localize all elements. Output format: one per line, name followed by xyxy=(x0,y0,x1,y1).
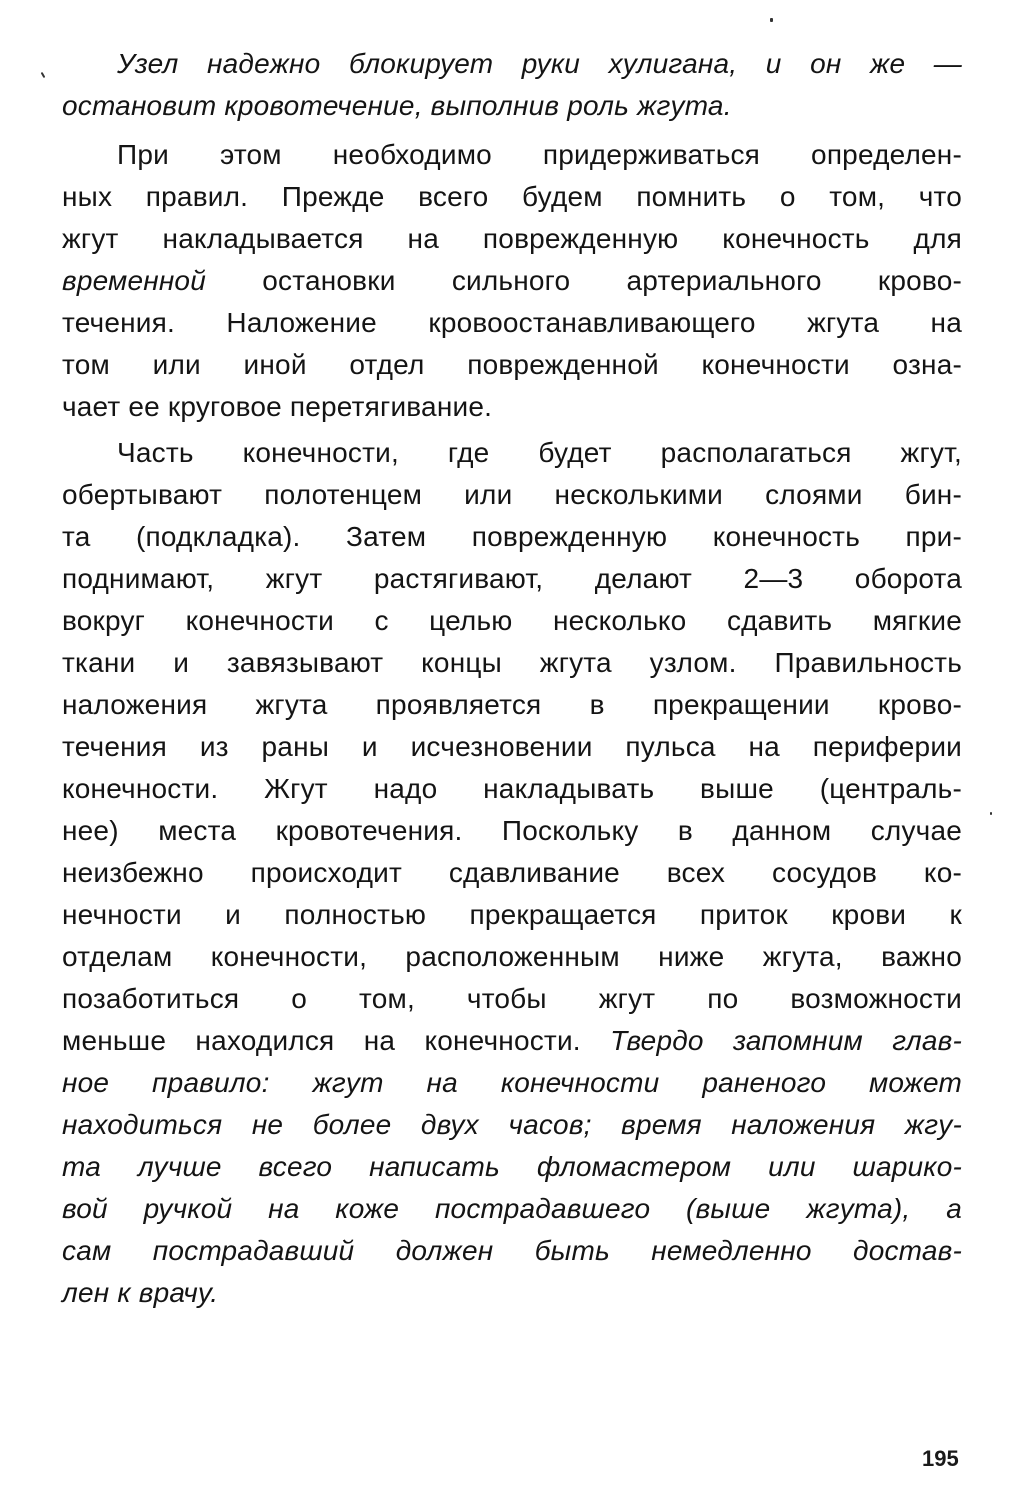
text-line: ткани и завязывают концы жгута узлом. Правильность xyxy=(62,647,962,678)
text-line: неизбежно происходит сдавливание всех сосудов ко- xyxy=(62,857,962,888)
text-line: течения из раны и исчезновении пульса на периферии xyxy=(62,731,962,762)
text-span: меньше находился на конечности. xyxy=(62,1025,611,1056)
text-line: наложения жгута проявляется в прекращении крово- xyxy=(62,689,962,720)
text-line: Часть конечности, где будет располагаться жгут, xyxy=(117,437,962,468)
page-number: 195 xyxy=(922,1446,959,1471)
text-line: остановит кровотечение, выполнив роль жгута. xyxy=(62,90,732,121)
text-line: вой ручкой на коже пострадавшего (выше жгута), а xyxy=(62,1193,962,1224)
text-line: вокруг конечности с целью несколько сдавить мягкие xyxy=(62,605,962,636)
scan-speck xyxy=(41,72,46,78)
text-line: находиться не более двух часов; время наложения жгу- xyxy=(62,1109,962,1140)
text-line: та лучше всего написать фломастером или шарико- xyxy=(62,1151,962,1182)
text-line: том или иной отдел поврежденной конечности озна- xyxy=(62,349,962,380)
text-line: конечности. Жгут надо накладывать выше (централь- xyxy=(62,773,962,804)
text-line: Узел надежно блокирует руки хулигана, и он же — xyxy=(117,48,962,79)
text-line: сам пострадавший должен быть немедленно достав- xyxy=(62,1235,962,1266)
scan-speck xyxy=(990,812,992,815)
text-line: лен к врачу. xyxy=(62,1277,219,1308)
scan-speck xyxy=(770,18,773,22)
text-line: течения. Наложение кровоостанавливающего жгута на xyxy=(62,307,962,338)
text-line: нечности и полностью прекращается приток крови к xyxy=(62,899,962,930)
text-line: позаботиться о том, чтобы жгут по возможности xyxy=(62,983,962,1014)
text-line xyxy=(62,260,962,302)
text-line: отделам конечности, расположенным ниже жгута, важно xyxy=(62,941,962,972)
text-line: При этом необходимо придерживаться определен- xyxy=(117,139,962,170)
text-span: остановки сильного артериального крово- xyxy=(205,265,962,296)
emphasis-text: Твердо запомним глав- xyxy=(610,1025,963,1056)
text-line: обертывают полотенцем или несколькими слоями бин- xyxy=(62,479,962,510)
text-line: поднимают, жгут растягивают, делают 2—3 оборота xyxy=(62,563,962,594)
text-line: ных правил. Прежде всего будем помнить о том, что xyxy=(62,181,962,212)
text-line: чает ее круговое перетягивание. xyxy=(62,391,493,422)
text-line xyxy=(62,1020,962,1062)
emphasis-text: временной xyxy=(62,265,206,296)
text-line: та (подкладка). Затем поврежденную конечность при- xyxy=(62,521,962,552)
text-line: жгут накладывается на поврежденную конечность для xyxy=(62,223,962,254)
text-line: ное правило: жгут на конечности раненого может xyxy=(62,1067,962,1098)
text-line: нее) места кровотечения. Поскольку в данном случае xyxy=(62,815,962,846)
